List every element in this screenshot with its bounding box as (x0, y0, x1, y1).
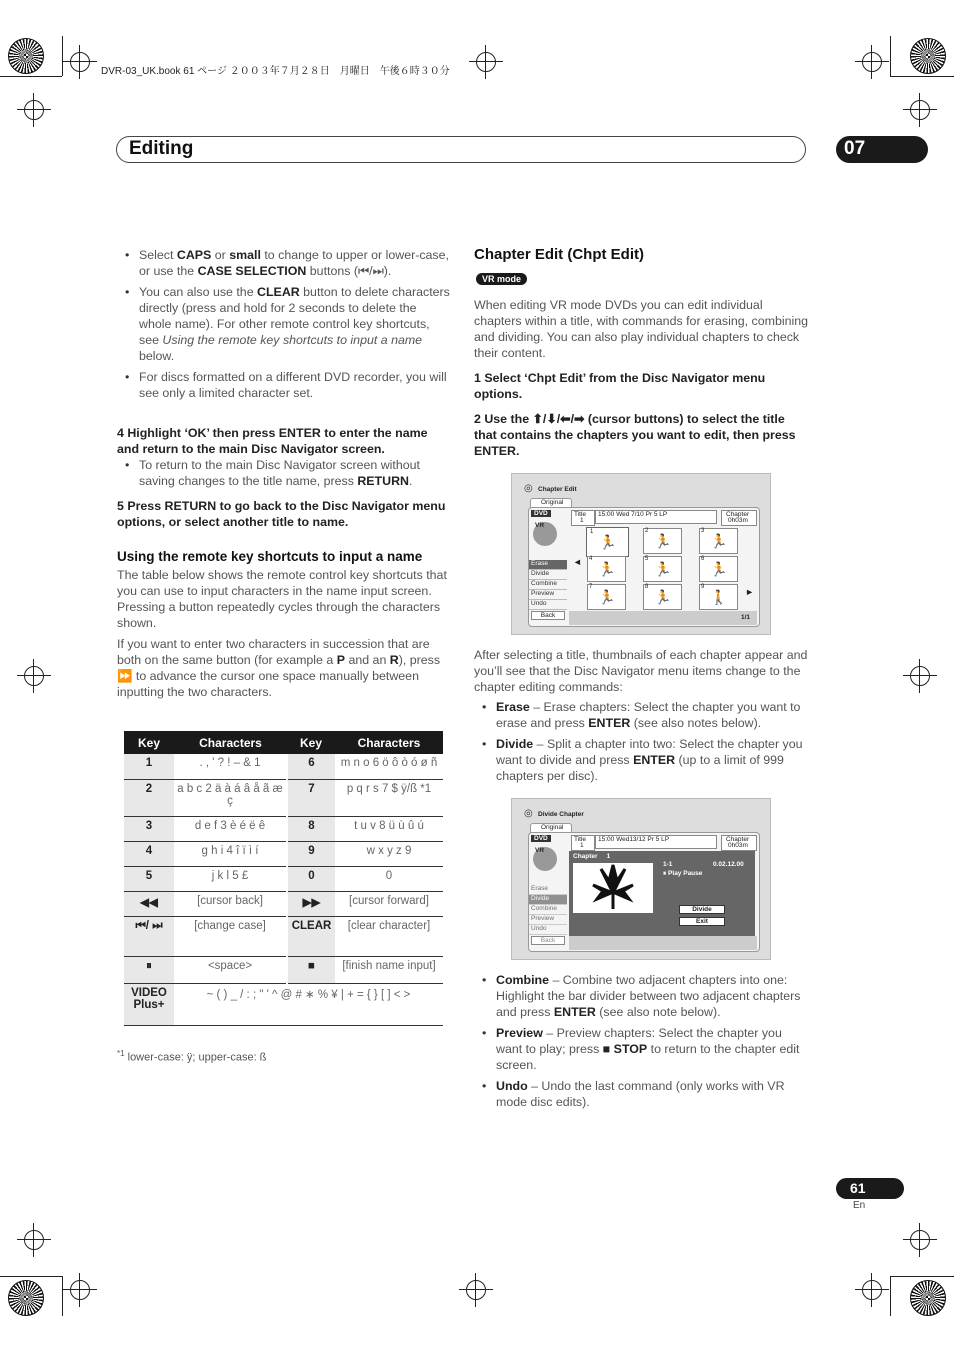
dvd-logo: DVD (531, 835, 551, 842)
crosshair-mark (476, 52, 496, 72)
table-row: 1 . , ' ? ! – & 1 6 m n o 6 ö ô ò ó ø ñ (124, 754, 443, 779)
title-info: 15:00 Wed13/12 Pr 5 LP (595, 835, 717, 849)
menu-preview[interactable]: Preview (529, 590, 567, 600)
crosshair-mark (862, 52, 882, 72)
menu-erase[interactable]: Erase (529, 885, 567, 895)
erase-description: • Erase – Erase chapters: Select the chapter you want to erase and press ENTER (see also notes below). (482, 699, 810, 731)
figure-icon: 🏃 (654, 561, 672, 577)
section-title-bar (116, 136, 806, 163)
chapter-edit-screen (511, 473, 771, 635)
page-indicator: 1/1 (741, 614, 751, 621)
undo-description: • Undo – Undo the last command (only works with VR mode disc edits). (482, 1078, 810, 1110)
crosshair-mark (862, 1280, 882, 1300)
screen-title: Chapter Edit (538, 486, 577, 493)
chapter-thumbnail[interactable]: 3 🏃 (699, 528, 738, 554)
chapter-edit-heading: Chapter Edit (Chpt Edit) (474, 246, 644, 263)
dvd-icon: ◎ (524, 808, 533, 819)
registration-sunburst-top-left (8, 38, 44, 74)
table-row: 4 g h i 4 î ï ì í 9 w x y z 9 (124, 841, 443, 866)
menu-divide[interactable]: Divide (529, 895, 567, 905)
step-5: 5 Press RETURN to go back to the Disc Navigator menu options, or select another title to name. (117, 499, 446, 529)
table-header: Characters (174, 731, 287, 754)
title-info: 15:00 Wed 7/10 Pr 5 LP (595, 510, 717, 524)
registration-sunburst-bottom-right (910, 1280, 946, 1316)
figure-icon: 🏃 (710, 561, 728, 577)
crosshair-mark (24, 666, 44, 686)
crosshair-mark (24, 1230, 44, 1250)
vr-label: VR (535, 847, 545, 854)
table-header: Characters (335, 731, 443, 754)
chapter-thumbnail[interactable]: 5 🏃 (643, 556, 682, 582)
chapter-label: Chapter (726, 511, 750, 518)
chapter-thumbnail[interactable]: 7 🏃 (587, 584, 626, 610)
crop-mark (890, 1276, 891, 1316)
shortcuts-heading: Using the remote key shortcuts to input a name (117, 549, 423, 564)
back-button[interactable]: Back (531, 936, 565, 945)
page-number: 61 (850, 1180, 866, 1196)
step-4: 4 Highlight ‘OK’ then press ENTER to enter the name and return to the main Disc Navigator screen. (117, 426, 428, 456)
crosshair-mark (466, 1280, 486, 1300)
dvd-icon: ◎ (524, 483, 533, 494)
figure-icon: 🏃 (598, 589, 616, 605)
menu-preview[interactable]: Preview (529, 915, 567, 925)
menu-undo[interactable]: Undo (529, 600, 567, 610)
section-title: Editing (129, 138, 194, 159)
table-row: 3 d e f 3 è é ë ê 8 t u v 8 ü ù û ú (124, 816, 443, 841)
menu-undo[interactable]: Undo (529, 925, 567, 935)
chapter-thumbnail[interactable]: 2 🏃 (643, 528, 682, 554)
chapter-label: Chapter (726, 836, 750, 843)
step-4-note: • To return to the main Disc Navigator screen without saving changes to the title name, press RETURN. (125, 457, 450, 494)
figure-icon: 🏃 (598, 561, 616, 577)
vr-mode-badge: VR mode (476, 273, 527, 285)
page-number-badge (836, 1178, 904, 1199)
screen-title: Divide Chapter (538, 811, 584, 818)
dvd-logo: DVD (531, 510, 551, 517)
menu-combine[interactable]: Combine (529, 580, 567, 590)
leaf-image (573, 863, 653, 913)
edit-commands-list-1 (482, 699, 810, 789)
vr-label: VR (535, 522, 545, 529)
crop-mark (0, 76, 62, 77)
figure-icon: 🏃 (599, 534, 617, 550)
chapter-time: 0h03m (728, 517, 748, 524)
divide-button[interactable]: Divide (679, 905, 725, 914)
chapter-number: 07 (844, 138, 866, 159)
step-1: 1 Select ‘Chpt Edit’ from the Disc Navigator menu options. (474, 371, 766, 401)
chapter-thumbnail[interactable]: 1 🏃 (587, 528, 628, 556)
figure-icon: 🏃 (710, 533, 728, 549)
registration-sunburst-top-right (910, 38, 946, 74)
exit-button[interactable]: Exit (679, 917, 725, 926)
table-row: ⏮/ ⏭ [change case] CLEAR [clear character] (124, 916, 443, 956)
key-shortcut-table (124, 731, 443, 1026)
divide-chapter-screen (511, 798, 771, 960)
title-label: Title (574, 836, 587, 843)
registration-sunburst-bottom-left (8, 1280, 44, 1316)
chapter-badge (836, 136, 928, 163)
chapter-line: Chapter 1 (573, 853, 611, 860)
menu-combine[interactable]: Combine (529, 905, 567, 915)
step-2: 2 Use the ⬆/⬇/⬅/➡ (cursor buttons) to select the title that contains the chapters you want to edit, then press ENTER. (474, 412, 796, 458)
menu-erase[interactable]: Erase (529, 560, 567, 570)
table-row: 2 a b c 2 ä à á â å ã æ ç 7 p q r s 7 $ ÿ/ß *1 (124, 779, 443, 816)
preview-description: • Preview – Preview chapters: Select the chapter you want to play; press ■ STOP to return to the chapter edit screen. (482, 1025, 810, 1073)
bullet-formatted: • For discs formatted on a different DVD recorder, you will see only a limited character set. (125, 369, 450, 401)
title-number: 1 (580, 517, 584, 524)
crosshair-mark (70, 1280, 90, 1300)
chapter-time: 0h03m (728, 842, 748, 849)
combine-description: • Combine – Combine two adjacent chapters into one: Highlight the bar divider between two adjacent chapters and press ENTER (see also note below). (482, 972, 810, 1020)
crop-mark (0, 1276, 62, 1277)
chapter-edit-intro: When editing VR mode DVDs you can edit individual chapters within a title, with commands for erasing, combining and dividing. You can also play individual chapters to check their content. (474, 298, 809, 360)
left-arrow-icon[interactable]: ◀ (575, 559, 580, 566)
menu-divide[interactable]: Divide (529, 570, 567, 580)
figure-icon: 🏃 (654, 589, 672, 605)
crop-mark (890, 36, 891, 76)
file-header: DVR-03_UK.book 61 ページ ２００３年７月２８日 月曜日 午後６時３０分 (101, 66, 450, 77)
table-footnote: $^{*1}$ lower-case: ÿ; upper-case: ß (117, 1049, 267, 1064)
figure-icon: 🏃 (654, 533, 672, 549)
edit-commands-list-2 (482, 972, 810, 1115)
chapter-thumbnail[interactable]: 8 🏃 (643, 584, 682, 610)
position-readout: 1-1 (663, 861, 673, 868)
after-selecting-paragraph: After selecting a title, thumbnails of each chapter appear and you’ll see that the Disc Navigator menu items change to the chapter editing commands: (474, 648, 808, 694)
original-tab: Original (541, 499, 564, 506)
chapter-thumbnail[interactable]: 6 🏃 (699, 556, 738, 582)
divide-description: • Divide – Split a chapter into two: Select the chapter you want to divide and press ENTER (up to a limit of 999 chapters per disc). (482, 736, 810, 784)
crosshair-mark (910, 666, 930, 686)
table-header: Key (287, 731, 335, 754)
chapter-thumbnail[interactable]: 9 🚶 (699, 584, 738, 610)
crop-mark (890, 1276, 954, 1277)
right-arrow-icon[interactable]: ▶ (747, 589, 752, 596)
bullet-caps: • Select CAPS or small to change to upper or lower-case, or use the CASE SELECTION buttons (⏮/⏭). (125, 247, 450, 279)
shortcuts-paragraph-1: The table below shows the remote control key shortcuts that you can use to input characters in the name input screen. Pressing a button repeatedly cycles through the characters shown. (117, 568, 447, 630)
title-number: 1 (580, 842, 584, 849)
play-status: ⏸ Play Pause (663, 870, 703, 877)
crop-mark (62, 36, 63, 76)
shortcuts-paragraph-2: If you want to enter two characters in succession that are both on the same button (for example a P and an R), press ⏩ to advance the cursor one space manually between inputting the two characters. (117, 637, 441, 699)
crop-mark (890, 76, 954, 77)
back-button[interactable]: Back (531, 611, 565, 620)
table-row: ⏸ <space> ■ [finish name input] (124, 956, 443, 983)
crosshair-mark (24, 100, 44, 120)
table-row: ◀◀ [cursor back] ▶▶ [cursor forward] (124, 891, 443, 916)
bullet-clear: • You can also use the CLEAR button to delete characters directly (press and hold for 2 seconds to delete the whole name). For other remote control key shortcuts, see Using the remote key shortcuts to input a name below. (125, 284, 450, 364)
time-readout: 0.02.12.00 (713, 861, 744, 868)
table-header: Key (124, 731, 174, 754)
left-column (125, 247, 450, 406)
original-tab: Original (541, 824, 564, 831)
crosshair-mark (70, 52, 90, 72)
table-row: VIDEO Plus+ ~ ( ) _ / : ; " ' ^ @ # ∗ % ¥ | + = { } [ ] < > (124, 983, 443, 1025)
chapter-thumbnail[interactable]: 4 🏃 (587, 556, 626, 582)
figure-icon: 🚶 (710, 589, 728, 605)
title-label: Title (574, 511, 587, 518)
table-row: 5 j k l 5 £ 0 0 (124, 866, 443, 891)
crosshair-mark (910, 1230, 930, 1250)
language-code: En (853, 1200, 866, 1211)
crop-mark (62, 1276, 63, 1316)
crosshair-mark (910, 100, 930, 120)
